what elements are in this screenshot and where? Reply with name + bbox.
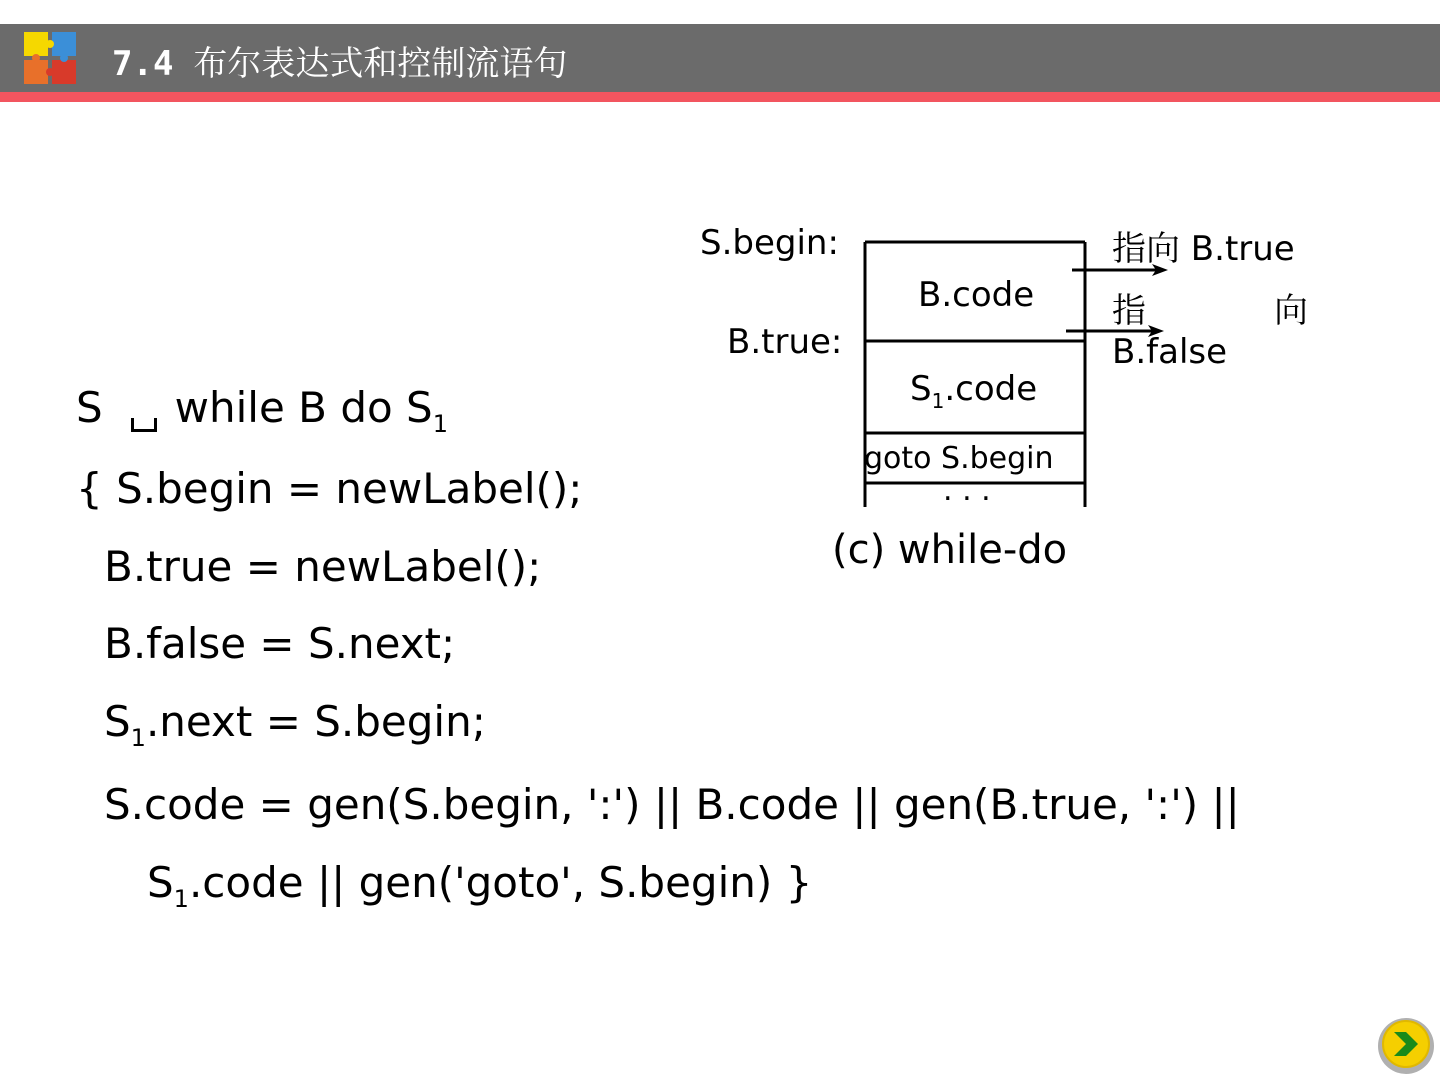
rule-line-2: B.true = newLabel(); bbox=[104, 542, 542, 591]
production-rhs-sub: 1 bbox=[432, 410, 448, 438]
rule-line-1: { S.begin = newLabel(); bbox=[76, 464, 583, 513]
rule-line-4: $S_1.next$ = S.begin; bbox=[104, 697, 486, 752]
note-false-label: B.false bbox=[1112, 332, 1228, 372]
box-goto: goto S.begin bbox=[864, 441, 1054, 476]
production-arrow-icon bbox=[131, 418, 157, 432]
note-true: 指向 B.true bbox=[1112, 229, 1295, 269]
header-accent-stripe bbox=[0, 92, 1440, 102]
production-lhs: S bbox=[76, 383, 103, 432]
page-title bbox=[112, 36, 567, 85]
note-false-a: 指 bbox=[1112, 291, 1146, 331]
section-number: 7.4 bbox=[112, 44, 174, 84]
rule-line-5: S.code = gen(S.begin, ':') || B.code || gen(B.true, ':') || bbox=[104, 780, 1240, 829]
next-button-face[interactable] bbox=[1382, 1020, 1430, 1068]
rule-line-6: $S_1.code$ || gen('goto', S.begin) } bbox=[147, 858, 813, 913]
puzzle-logo-icon bbox=[22, 30, 78, 86]
label-b-true: B.true: bbox=[727, 322, 843, 362]
rule-line-3: B.false = S.next; bbox=[104, 619, 456, 668]
production-line bbox=[76, 383, 448, 438]
box-ellipsis: . . . bbox=[943, 473, 991, 508]
note-false-b: 向 bbox=[1274, 291, 1308, 331]
production-rhs: while B do S bbox=[174, 383, 433, 432]
label-s-begin: S.begin: bbox=[700, 223, 839, 263]
box-b-code: B.code bbox=[918, 275, 1035, 315]
chevron-right-icon bbox=[1384, 1022, 1428, 1066]
diagram-caption: (c) while-do bbox=[832, 527, 1068, 573]
box-s1-code: $S_1.code$ bbox=[910, 369, 1038, 413]
section-title: 布尔表达式和控制流语句 bbox=[193, 44, 568, 84]
next-slide-button[interactable] bbox=[1378, 1018, 1434, 1074]
